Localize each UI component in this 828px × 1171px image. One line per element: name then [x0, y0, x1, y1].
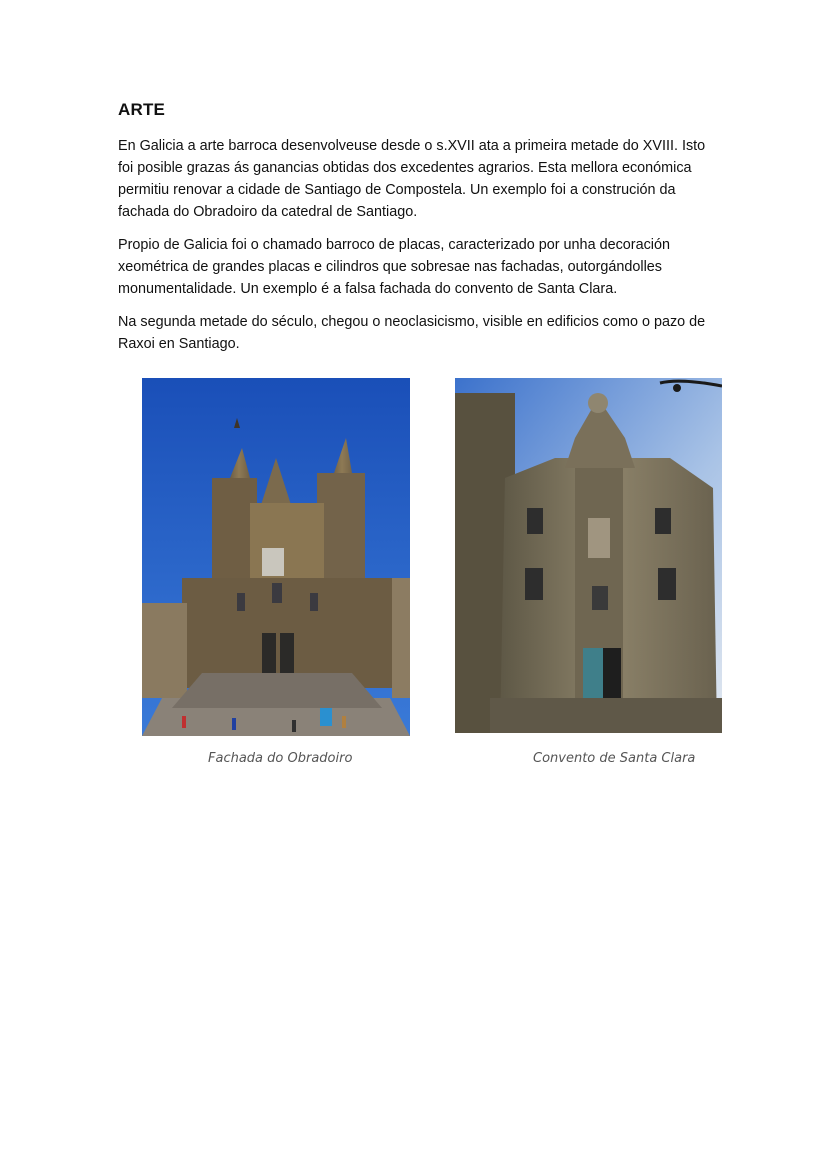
- paragraph-baroque: En Galicia a arte barroca desenvolveuse desde o s.XVII ata a primeira metade do XVIII. Isto foi posible grazas ás ganancias obtidas dos excedentes agrarios. Esta mellora económica permitiu renovar a cidade de Santiago de Compostela. Un exemplo foi a construción da fachada do Obradoiro da catedral de Santiago.: [118, 138, 706, 220]
- section-heading: ARTE: [118, 100, 166, 119]
- caption-santa-clara: Convento de Santa Clara: [533, 751, 696, 766]
- obradoiro-facade-photo: [142, 378, 410, 736]
- paragraph-plate-baroque: Propio de Galicia foi o chamado barroco de placas, caracterizado por unha decoración xeométrica de grandes placas e cilindros que sobresae nas fachadas, outorgándolles monumentalidade. Un exemplo é a falsa fachada do convento de Santa Clara.: [118, 237, 670, 297]
- santa-clara-facade-photo: [455, 378, 722, 733]
- caption-obradoiro: Fachada do Obradoiro: [208, 751, 353, 766]
- paragraph-neoclassicism: Na segunda metade do século, chegou o neoclasicismo, visible en edificios como o pazo de Raxoi en Santiago.: [118, 314, 706, 352]
